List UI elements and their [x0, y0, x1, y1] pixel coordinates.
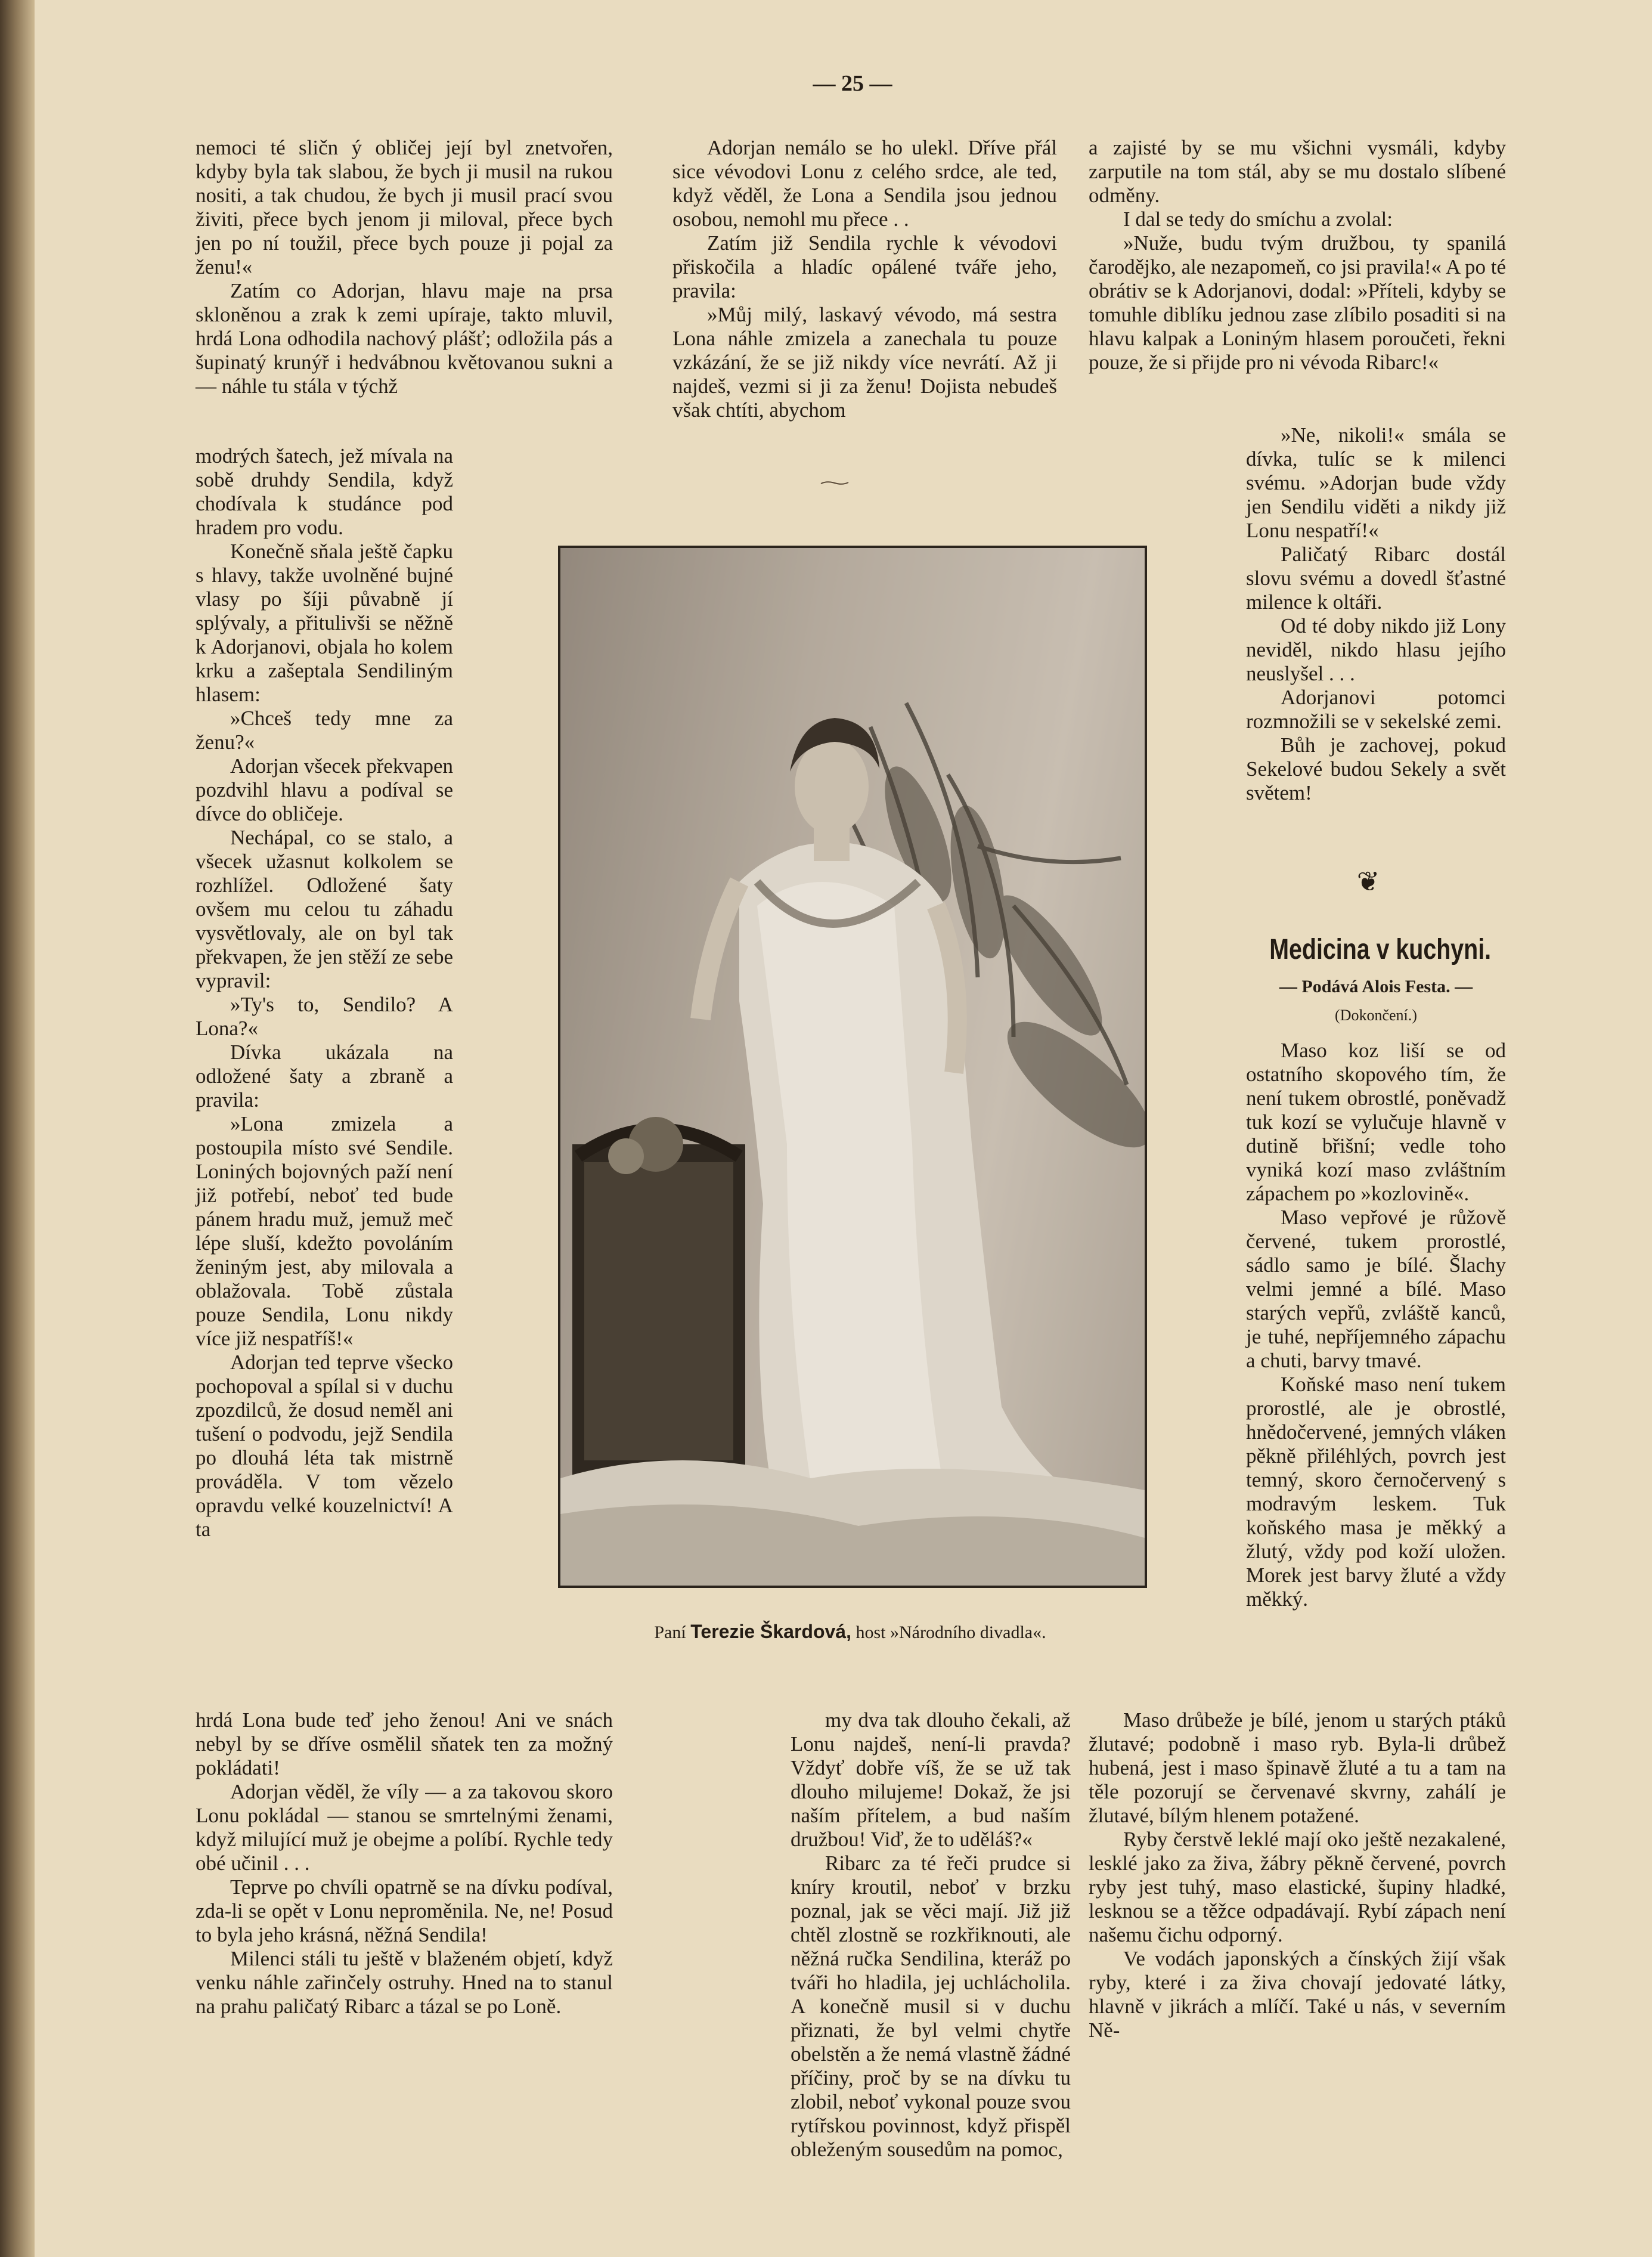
- paragraph: hrdá Lona bude teď jeho ženou! Ani ve snách nebyl by se dříve osmělil sňatek ten za možný pokládati!: [196, 1708, 613, 1779]
- column-2-top: [672, 136, 1057, 422]
- paragraph: Maso drůbeže je bílé, jenom u starých ptáků žlutavé; podobně i maso ryb. Byla-li drůbež hubená, jest i maso špinavě žluté a tu a tam na těle pozorují se červenavé skvrny, zahálí je žlutavé, bílým hlenem potažené.: [1089, 1708, 1506, 1827]
- paragraph: Konečně sňala ještě čapku s hlavy, takže uvolněné bujné vlasy po šíji půvabně jí splývaly, a přitulivši se něžně k Adorjanovi, objala ho kolem krku a zašeptala Sendiliným hlasem:: [196, 540, 453, 706]
- paragraph: »Můj milý, laskavý vévodo, má sestra Lona náhle zmizela a zanechala tu pouze vzkázání, že se již nikdy více nevrátí. Až ji najdeš, vezmi si ji za ženu! Dojista nebudeš však chtíti, abychom: [672, 303, 1057, 422]
- paragraph: a zajisté by se mu všichni vysmáli, kdyby zarputile na tom stál, aby se mu dostalo slíbené odměny.: [1089, 136, 1506, 207]
- paragraph: nemoci té sličn ý obličej její byl znetvořen, kdyby byla tak slabou, že bych ji musil na rukou nositi, a tak chudou, že bych ji musil prací svou živiti, přece bych jenom ji miloval, přece bych jen po ní toužil, přece bych pouze ji pojal za ženu!«: [196, 136, 613, 278]
- paragraph: Ribarc za té řeči prudce si kníry kroutil, neboť v brzku poznal, jak se věci mají. Již již chtěl zlostně se rozkřiknouti, ale něžná ručka Sendilina, kteráž po tváři ho hladila, jej uchlácholila. A konečně musil si v duchu přiznati, že byl velmi chytře obelstěn a že nemá vlastně žádné příčiny, proč by se na dívku tu zlobil, neboť vykonal pouze svou rytířskou povinnost, když přispěl obleženým sousedům na pomoc,: [791, 1852, 1071, 2161]
- paragraph: Adorjan ted teprve všecko pochopoval a spílal si v duchu zpozdilců, že dosud neměl ani tušení o podvodu, jejž Sendila po dlouhá léta tak mistrně prováděla. V tom vězelo opravdu velké kouzelnictví! A ta: [196, 1351, 453, 1541]
- small-divider-ornament: [820, 480, 850, 486]
- paragraph: Adorjan všecek překvapen pozdvihl hlavu a podíval se dívce do obličeje.: [196, 754, 453, 825]
- column-3-lower: [1246, 1039, 1506, 1611]
- portrait-photo: [558, 546, 1147, 1588]
- paragraph: Ve vodách japonských a čínských žijí však ryby, které i za živa chovají jedovaté látky, hlavně v jikrách a mlíčí. Také u nás, v severním Ně-: [1089, 1947, 1506, 2042]
- paragraph: Od té doby nikdo již Lony neviděl, nikdo hlasu jejího neuslyšel . . .: [1246, 614, 1506, 685]
- column-1-bottom: [196, 1708, 613, 2018]
- paragraph: Bůh je zachovej, pokud Sekelové budou Sekely a svět světem!: [1246, 733, 1506, 804]
- column-3-upper: [1246, 423, 1506, 805]
- fleuron-ornament: ❦: [1356, 865, 1380, 897]
- paragraph: Maso vepřové je růžově červené, tukem prorostlé, sádlo samo je bílé. Šlachy velmi jemné a bílé. Maso starých vepřů, zvláště kanců, je tuhé, nepříjemného zápachu a chuti, barvy tmavé.: [1246, 1206, 1506, 1372]
- paragraph: Adorjan nemálo se ho ulekl. Dříve přál sice vévodovi Lonu z celého srdce, ale ted, když věděl, že Lona a Sendila jsou jednou osobou, nemohl mu přece . .: [672, 136, 1057, 231]
- photo-caption: [558, 1621, 1142, 1643]
- column-2-bottom: [791, 1708, 1071, 2162]
- paragraph: Adorjanovi potomci rozmnožili se v sekelské zemi.: [1246, 686, 1506, 733]
- paragraph: »Ne, nikoli!« smála se dívka, tulíc se k milenci svému. »Adorjan bude vždy jen Sendilu viděti a nikdy již Lonu nespatří!«: [1246, 423, 1506, 542]
- column-3-bottom: [1089, 1708, 1506, 2042]
- column-1-middle: [196, 444, 453, 1541]
- paragraph: modrých šatech, jež mívala na sobě druhdy Sendila, když chodívala k studánce pod hradem pro vodu.: [196, 444, 453, 539]
- paragraph: Adorjan věděl, že víly — a za takovou skoro Lonu pokládal — stanou se smrtelnými ženami, když milující muž je obejme a políbí. Rychle tedy obé učinil . . .: [196, 1780, 613, 1875]
- paragraph: Zatím co Adorjan, hlavu maje na prsa skloněnou a zrak k zemi upíraje, takto mluvil, hrdá Lona odhodila nachový plášť; odložila pás a šupinatý krunýř i hedvábnou květovanou sukni a — náhle tu stála v týchž: [196, 279, 613, 398]
- caption-prefix: Paní: [654, 1623, 691, 1642]
- paragraph: »Chceš tedy mne za ženu?«: [196, 707, 453, 754]
- column-3-top: [1089, 136, 1506, 374]
- paragraph: »Nuže, budu tvým družbou, ty spanilá čarodějko, ale nezapomeň, co jsi pravila!« A po té obrátiv se k Adorjanovi, dodal: »Příteli, kdyby se tomuhle diblíku jednou zase zlíbilo posaditi si na hlavu kalpak a Loniným hlasem poroučeti, řekni pouze, že si přijde pro ni vévoda Ribarc!«: [1089, 231, 1506, 374]
- paragraph: Maso koz liší se od ostatního skopového tím, že není tukem obrostlé, poněvadž tuk kozí se vylučuje hlavně v dutině břišní; vedle toho vyniká kozí maso zvláštním zápachem po »kozlovině«.: [1246, 1039, 1506, 1205]
- paragraph: Milenci stáli tu ještě v blaženém objetí, když venku náhle zařinčely ostruhy. Hned na to stanul na prahu paličatý Ribarc a tázal se po Loně.: [196, 1947, 613, 2018]
- page-number: — 25 —: [813, 71, 892, 96]
- caption-suffix: host »Národního divadla«.: [851, 1623, 1046, 1642]
- paragraph: I dal se tedy do smíchu a zvolal:: [1123, 208, 1393, 231]
- book-spine-shadow: [0, 0, 35, 2257]
- paragraph: Zatím již Sendila rychle k vévodovi přiskočila a hladíc opálené tváře jeho, pravila:: [672, 231, 1057, 302]
- carved-chair: [572, 1117, 745, 1478]
- paragraph: Teprve po chvíli opatrně se na dívku podíval, zda-li se opět v Lonu neproměnila. Ne, ne! Posud to byla jeho krásná, něžná Sendila!: [196, 1875, 613, 1946]
- section-author: — Podává Alois Festa. —: [1279, 977, 1473, 996]
- paragraph: Paličatý Ribarc dostál slovu svému a dovedl šťastné milence k oltáři.: [1246, 543, 1506, 614]
- paragraph: Koňské maso není tukem prorostlé, ale je obrostlé, hnědočervené, jemných vláken pěkně přiléhlých, povrch jest temný, skoro černočervený s modravým leskem. Tuk koňského masa je měkký a žlutý, vždy pod koží uložen. Morek jest barvy žluté a vždy měkký.: [1246, 1373, 1506, 1611]
- paragraph: »Ty's to, Sendilo? A Lona?«: [196, 993, 453, 1040]
- paragraph: Dívka ukázala na odložené šaty a zbraně a pravila:: [196, 1041, 453, 1112]
- column-1-top: [196, 136, 613, 398]
- caption-name: Terezie Škardová,: [690, 1621, 851, 1642]
- section-title: Medicina v kuchyni.: [1269, 934, 1492, 965]
- paragraph: Nechápal, co se stalo, a všecek užasnut kolkolem se rozhlížel. Odložené šaty ovšem mu celou tu záhadu vysvětlovaly, ale on byl tak překvapen, že jen stěží ze sebe vypravil:: [196, 826, 453, 992]
- paragraph: my dva tak dlouho čekali, až Lonu najdeš, není-li pravda? Vždyť dobře víš, že se už tak dlouho milujeme! Dokaž, že jsi naším přítelem, a bud naším družbou! Viď, že to uděláš?«: [791, 1708, 1071, 1851]
- section-note: (Dokončení.): [1335, 1007, 1417, 1024]
- paragraph: »Lona zmizela a postoupila místo své Sendile. Loniných bojovných paží není již potřebí, neboť ted bude pánem hradu muž, jemuž meč lépe sluší, kdežto povoláním ženiným jest, aby milovala a oblažovala. Tobě zůstala pouze Sendila, Lonu nikdy více již nespatříš!«: [196, 1112, 453, 1350]
- paragraph: Ryby čerstvě leklé mají oko ještě nezakalené, lesklé jako za živa, žábry pěkně červené, povrch ryby jest tuhý, maso elastické, šupiny hladké, lesknou se a těžce odpadávají. Rybí zápach není našemu čichu odporný.: [1089, 1828, 1506, 1946]
